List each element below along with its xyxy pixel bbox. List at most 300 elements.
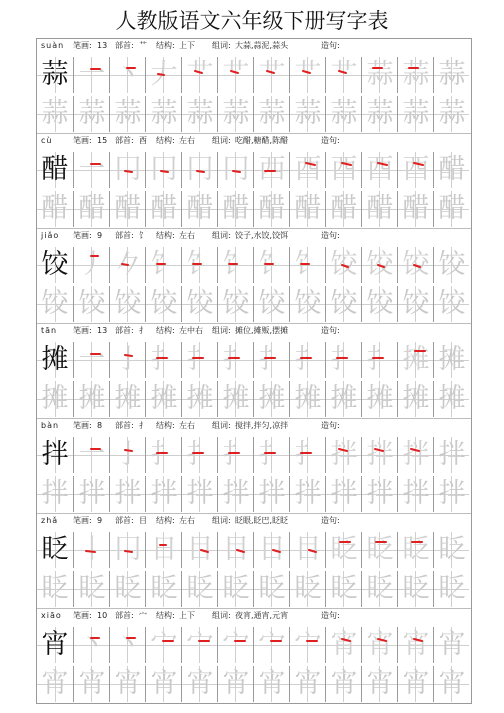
writing-cell[interactable] <box>397 437 433 473</box>
tracing-row <box>37 666 471 702</box>
writing-cell[interactable] <box>181 342 217 378</box>
radical-value: 目 <box>139 516 147 525</box>
strokes-value: 8 <box>97 421 103 430</box>
writing-cell[interactable] <box>289 57 325 93</box>
writing-cell[interactable] <box>433 247 469 283</box>
writing-cell[interactable] <box>145 627 181 663</box>
writing-cell[interactable] <box>397 286 433 322</box>
writing-cell[interactable] <box>433 342 469 378</box>
writing-cell[interactable] <box>37 476 73 512</box>
stroke-order-step: 拌 <box>326 437 362 473</box>
stroke-order-step: 丿 <box>74 247 110 283</box>
writing-cell[interactable] <box>361 627 397 663</box>
writing-cell[interactable] <box>37 286 73 322</box>
new-stroke-mark <box>254 152 290 188</box>
trace-character: 宵 <box>41 668 69 699</box>
writing-sheet <box>36 38 472 704</box>
trace-character: 醋 <box>330 193 358 224</box>
stroke-order-step: 丶 <box>110 57 146 93</box>
pinyin-text: tān <box>41 326 58 335</box>
trace-character: 拌 <box>402 478 430 509</box>
writing-cell[interactable] <box>397 571 433 607</box>
writing-cell[interactable] <box>361 571 397 607</box>
writing-cell[interactable] <box>433 152 469 188</box>
trace-character: 宵 <box>438 668 466 699</box>
trace-character: 拌 <box>114 478 142 509</box>
new-stroke-mark <box>74 247 110 283</box>
writing-cell[interactable] <box>181 532 217 568</box>
writing-cell[interactable] <box>361 96 397 132</box>
writing-cell[interactable] <box>325 286 361 322</box>
stroke-order-step: 酉 <box>290 152 326 188</box>
new-stroke-mark <box>146 57 182 93</box>
writing-cell[interactable] <box>397 532 433 568</box>
writing-cell[interactable] <box>37 152 73 188</box>
writing-cell[interactable] <box>145 57 181 93</box>
model-character: 摊 <box>41 344 69 375</box>
writing-cell[interactable] <box>289 437 325 473</box>
writing-cell[interactable] <box>325 627 361 663</box>
trace-character: 饺 <box>150 288 178 319</box>
structure-value: 左右 <box>179 516 195 525</box>
writing-cell[interactable] <box>73 532 109 568</box>
model-character: 宵 <box>41 629 69 660</box>
trace-character: 饺 <box>438 288 466 319</box>
writing-cell[interactable] <box>109 571 145 607</box>
writing-cell[interactable] <box>289 381 325 417</box>
writing-cell[interactable] <box>325 342 361 378</box>
writing-cell[interactable] <box>73 152 109 188</box>
writing-cell[interactable] <box>253 342 289 378</box>
writing-cell[interactable] <box>361 191 397 227</box>
new-stroke-mark <box>182 57 218 93</box>
stroke-order-step: 眨 <box>326 532 362 568</box>
writing-cell[interactable] <box>217 152 253 188</box>
character-info-line <box>37 39 471 53</box>
writing-cell[interactable] <box>325 571 361 607</box>
writing-cell[interactable] <box>361 286 397 322</box>
trace-character: 醋 <box>294 193 322 224</box>
page-title: 人教版语文六年级下册写字表 <box>115 9 389 33</box>
writing-cell[interactable] <box>217 286 253 322</box>
writing-cell[interactable] <box>145 152 181 188</box>
writing-cell[interactable] <box>433 191 469 227</box>
trace-character: 眨 <box>402 573 430 604</box>
sentence-label: 造句: <box>321 516 340 525</box>
writing-cell[interactable] <box>361 247 397 283</box>
new-stroke-mark <box>362 57 398 93</box>
stroke-order-step: 冂 <box>110 532 146 568</box>
writing-cell[interactable] <box>145 191 181 227</box>
trace-character: 饺 <box>258 288 286 319</box>
stroke-order-step: 扌 <box>218 342 254 378</box>
stroke-order-row <box>37 532 471 568</box>
writing-cell[interactable] <box>181 191 217 227</box>
trace-character: 醋 <box>222 193 250 224</box>
writing-cell[interactable] <box>73 342 109 378</box>
stroke-order-step: 丶 <box>110 627 146 663</box>
writing-cell[interactable] <box>361 57 397 93</box>
writing-cell[interactable] <box>397 152 433 188</box>
strokes-value: 9 <box>97 231 103 240</box>
stroke-order-step: 一 <box>74 57 110 93</box>
writing-cell[interactable] <box>181 476 217 512</box>
stroke-order-step: 宀 <box>182 627 218 663</box>
stroke-order-step: 目 <box>254 532 290 568</box>
writing-cell[interactable] <box>397 381 433 417</box>
trace-character: 饺 <box>78 288 106 319</box>
writing-cell[interactable] <box>433 571 469 607</box>
writing-cell[interactable] <box>325 381 361 417</box>
writing-cell[interactable] <box>253 571 289 607</box>
structure-value: 左右 <box>179 136 195 145</box>
trace-character: 宵 <box>402 668 430 699</box>
structure-value: 上下 <box>179 41 195 50</box>
new-stroke-mark <box>110 152 146 188</box>
trace-character: 拌 <box>330 478 358 509</box>
writing-cell[interactable] <box>37 191 73 227</box>
stroke-order-step: 宀 <box>254 627 290 663</box>
stroke-order-step: 宀 <box>290 627 326 663</box>
writing-cell[interactable] <box>181 152 217 188</box>
writing-cell[interactable] <box>289 191 325 227</box>
writing-cell[interactable] <box>325 152 361 188</box>
writing-cell[interactable] <box>37 437 73 473</box>
writing-cell[interactable] <box>397 191 433 227</box>
writing-cell[interactable] <box>433 437 469 473</box>
writing-cell[interactable] <box>145 437 181 473</box>
writing-cell[interactable] <box>397 57 433 93</box>
writing-cell[interactable] <box>37 571 73 607</box>
writing-cell[interactable] <box>433 532 469 568</box>
writing-cell[interactable] <box>289 476 325 512</box>
writing-cell[interactable] <box>109 437 145 473</box>
writing-cell[interactable] <box>37 627 73 663</box>
radical-value: 饣 <box>139 231 147 240</box>
writing-cell[interactable] <box>253 57 289 93</box>
trace-character: 蒜 <box>150 98 178 129</box>
stroke-order-step: 一 <box>74 342 110 378</box>
writing-cell[interactable] <box>325 96 361 132</box>
trace-character: 眨 <box>186 573 214 604</box>
writing-cell[interactable] <box>73 666 109 702</box>
writing-cell[interactable] <box>289 571 325 607</box>
writing-cell[interactable] <box>181 437 217 473</box>
stroke-order-step: 摊 <box>398 342 434 378</box>
writing-cell[interactable] <box>289 152 325 188</box>
structure-value: 左右 <box>179 231 195 240</box>
writing-cell[interactable] <box>73 476 109 512</box>
stroke-order-step: 扌 <box>326 342 362 378</box>
writing-cell[interactable] <box>109 666 145 702</box>
new-stroke-mark <box>74 532 110 568</box>
trace-character: 拌 <box>222 478 250 509</box>
writing-cell[interactable] <box>37 342 73 378</box>
strokes-value: 10 <box>97 611 108 620</box>
writing-cell[interactable] <box>289 247 325 283</box>
trace-character: 摊 <box>258 383 286 414</box>
trace-character: 蒜 <box>438 98 466 129</box>
writing-cell[interactable] <box>253 666 289 702</box>
stroke-order-row <box>37 437 471 473</box>
writing-cell[interactable] <box>433 666 469 702</box>
writing-cell[interactable] <box>73 437 109 473</box>
strokes-label: 笔画: <box>73 326 92 335</box>
trace-character: 醋 <box>150 193 178 224</box>
writing-cell[interactable] <box>145 342 181 378</box>
writing-cell[interactable] <box>109 57 145 93</box>
trace-character: 眨 <box>114 573 142 604</box>
stroke-order-row <box>37 342 471 378</box>
words-label: 组词: <box>212 326 231 335</box>
writing-cell[interactable] <box>145 532 181 568</box>
writing-cell[interactable] <box>253 96 289 132</box>
tracing-row <box>37 476 471 512</box>
new-stroke-mark <box>290 247 326 283</box>
stroke-order-step: 日 <box>146 532 182 568</box>
writing-cell[interactable] <box>433 381 469 417</box>
new-stroke-mark <box>110 57 146 93</box>
strokes-label: 笔画: <box>73 41 92 50</box>
writing-cell[interactable] <box>253 191 289 227</box>
writing-cell[interactable] <box>37 532 73 568</box>
stroke-order-step: 扌 <box>290 342 326 378</box>
stroke-order-step: 一 <box>74 437 110 473</box>
words-value: 饺子,水饺,饺饵 <box>235 231 289 240</box>
pinyin-text: bàn <box>41 421 60 430</box>
writing-cell[interactable] <box>433 627 469 663</box>
writing-cell[interactable] <box>109 152 145 188</box>
stroke-order-step: 冂 <box>182 152 218 188</box>
writing-cell[interactable] <box>397 96 433 132</box>
new-stroke-mark <box>398 532 434 568</box>
writing-cell[interactable] <box>217 666 253 702</box>
writing-cell[interactable] <box>181 96 217 132</box>
writing-cell[interactable] <box>397 342 433 378</box>
new-stroke-mark <box>290 437 326 473</box>
writing-cell[interactable] <box>145 571 181 607</box>
trace-character: 拌 <box>258 478 286 509</box>
writing-cell[interactable] <box>109 191 145 227</box>
writing-cell[interactable] <box>217 381 253 417</box>
writing-cell[interactable] <box>217 476 253 512</box>
writing-cell[interactable] <box>253 247 289 283</box>
trace-character: 饺 <box>366 288 394 319</box>
stroke-order-step: 蒜 <box>398 57 434 93</box>
writing-cell[interactable] <box>217 571 253 607</box>
writing-cell[interactable] <box>37 381 73 417</box>
writing-cell[interactable] <box>145 286 181 322</box>
stroke-order-step: 扌 <box>218 437 254 473</box>
writing-cell[interactable] <box>73 191 109 227</box>
trace-character: 眨 <box>366 573 394 604</box>
writing-cell[interactable] <box>361 381 397 417</box>
stroke-order-step: 拌 <box>362 437 398 473</box>
writing-cell[interactable] <box>217 96 253 132</box>
writing-cell[interactable] <box>181 286 217 322</box>
writing-cell[interactable] <box>433 286 469 322</box>
trace-character: 拌 <box>78 478 106 509</box>
trace-character: 宵 <box>438 629 466 660</box>
character-block <box>37 228 471 323</box>
writing-cell[interactable] <box>73 96 109 132</box>
strokes-value: 15 <box>97 136 108 145</box>
writing-cell[interactable] <box>181 381 217 417</box>
trace-character: 蒜 <box>41 98 69 129</box>
writing-cell[interactable] <box>217 342 253 378</box>
writing-cell[interactable] <box>109 476 145 512</box>
stroke-order-step: 目 <box>218 532 254 568</box>
writing-cell[interactable] <box>325 532 361 568</box>
writing-cell[interactable] <box>397 247 433 283</box>
writing-cell[interactable] <box>433 476 469 512</box>
new-stroke-mark <box>110 342 146 378</box>
trace-character: 摊 <box>294 383 322 414</box>
writing-cell[interactable] <box>217 247 253 283</box>
new-stroke-mark <box>362 437 398 473</box>
writing-cell[interactable] <box>397 627 433 663</box>
writing-cell[interactable] <box>37 247 73 283</box>
new-stroke-mark <box>74 437 110 473</box>
model-character: 蒜 <box>41 59 69 90</box>
writing-cell[interactable] <box>37 666 73 702</box>
writing-cell[interactable] <box>433 96 469 132</box>
writing-cell[interactable] <box>325 666 361 702</box>
trace-character: 醋 <box>78 193 106 224</box>
new-stroke-mark <box>146 152 182 188</box>
stroke-order-step: 一 <box>74 152 110 188</box>
writing-cell[interactable] <box>289 627 325 663</box>
writing-cell[interactable] <box>109 286 145 322</box>
writing-cell[interactable] <box>217 191 253 227</box>
writing-cell[interactable] <box>37 57 73 93</box>
trace-character: 眨 <box>222 573 250 604</box>
trace-character: 拌 <box>150 478 178 509</box>
trace-character: 摊 <box>438 344 466 375</box>
writing-cell[interactable] <box>217 437 253 473</box>
words-label: 组词: <box>212 421 231 430</box>
writing-cell[interactable] <box>289 342 325 378</box>
trace-character: 摊 <box>186 383 214 414</box>
writing-cell[interactable] <box>217 57 253 93</box>
sentence-label: 造句: <box>321 136 340 145</box>
writing-cell[interactable] <box>361 476 397 512</box>
words-label: 组词: <box>212 231 231 240</box>
writing-cell[interactable] <box>109 532 145 568</box>
writing-cell[interactable] <box>73 627 109 663</box>
writing-cell[interactable] <box>253 286 289 322</box>
writing-cell[interactable] <box>145 476 181 512</box>
trace-character: 饺 <box>186 288 214 319</box>
writing-cell[interactable] <box>217 532 253 568</box>
writing-cell[interactable] <box>325 247 361 283</box>
writing-cell[interactable] <box>397 476 433 512</box>
writing-cell[interactable] <box>289 532 325 568</box>
trace-character: 蒜 <box>294 98 322 129</box>
writing-cell[interactable] <box>109 381 145 417</box>
new-stroke-mark <box>218 342 254 378</box>
writing-cell[interactable] <box>253 627 289 663</box>
character-info-line <box>37 134 471 148</box>
stroke-order-step: 扌 <box>182 342 218 378</box>
writing-cell[interactable] <box>361 152 397 188</box>
stroke-order-step: 冂 <box>146 152 182 188</box>
writing-cell[interactable] <box>253 152 289 188</box>
writing-cell[interactable] <box>73 247 109 283</box>
writing-cell[interactable] <box>253 381 289 417</box>
writing-cell[interactable] <box>361 532 397 568</box>
stroke-order-step: 艹 <box>290 57 326 93</box>
trace-character: 拌 <box>294 478 322 509</box>
writing-cell[interactable] <box>325 57 361 93</box>
stroke-order-step: 饺 <box>326 247 362 283</box>
trace-character: 眨 <box>258 573 286 604</box>
stroke-order-step: 扌 <box>182 437 218 473</box>
trace-character: 饺 <box>114 288 142 319</box>
new-stroke-mark <box>254 247 290 283</box>
stroke-order-step: 亅 <box>110 342 146 378</box>
writing-cell[interactable] <box>397 666 433 702</box>
new-stroke-mark <box>362 532 398 568</box>
writing-cell[interactable] <box>181 571 217 607</box>
new-stroke-mark <box>290 57 326 93</box>
sentence-label: 造句: <box>321 421 340 430</box>
writing-cell[interactable] <box>289 286 325 322</box>
writing-cell[interactable] <box>289 666 325 702</box>
writing-cell[interactable] <box>433 57 469 93</box>
writing-cell[interactable] <box>73 571 109 607</box>
radical-value: 艹 <box>139 41 147 50</box>
writing-cell[interactable] <box>253 532 289 568</box>
writing-cell[interactable] <box>325 437 361 473</box>
writing-cell[interactable] <box>181 666 217 702</box>
writing-cell[interactable] <box>109 627 145 663</box>
new-stroke-mark <box>326 247 362 283</box>
stroke-order-step: 宀 <box>146 627 182 663</box>
writing-cell[interactable] <box>361 342 397 378</box>
writing-cell[interactable] <box>181 247 217 283</box>
writing-cell[interactable] <box>289 96 325 132</box>
trace-character: 拌 <box>438 439 466 470</box>
writing-cell[interactable] <box>217 627 253 663</box>
words-value: 搅拌,拌匀,凉拌 <box>235 421 289 430</box>
writing-cell[interactable] <box>181 627 217 663</box>
writing-cell[interactable] <box>145 666 181 702</box>
writing-cell[interactable] <box>73 57 109 93</box>
writing-cell[interactable] <box>361 437 397 473</box>
writing-cell[interactable] <box>253 476 289 512</box>
writing-cell[interactable] <box>73 286 109 322</box>
trace-character: 宵 <box>114 668 142 699</box>
writing-cell[interactable] <box>325 191 361 227</box>
writing-cell[interactable] <box>37 96 73 132</box>
trace-character: 醋 <box>41 193 69 224</box>
writing-cell[interactable] <box>109 342 145 378</box>
writing-cell[interactable] <box>145 247 181 283</box>
writing-cell[interactable] <box>145 96 181 132</box>
writing-cell[interactable] <box>109 96 145 132</box>
writing-cell[interactable] <box>145 381 181 417</box>
trace-character: 蒜 <box>402 98 430 129</box>
writing-cell[interactable] <box>361 666 397 702</box>
writing-cell[interactable] <box>253 437 289 473</box>
stroke-order-row <box>37 627 471 663</box>
writing-cell[interactable] <box>73 381 109 417</box>
writing-cell[interactable] <box>109 247 145 283</box>
writing-cell[interactable] <box>325 476 361 512</box>
words-label: 组词: <box>212 516 231 525</box>
writing-cell[interactable] <box>181 57 217 93</box>
